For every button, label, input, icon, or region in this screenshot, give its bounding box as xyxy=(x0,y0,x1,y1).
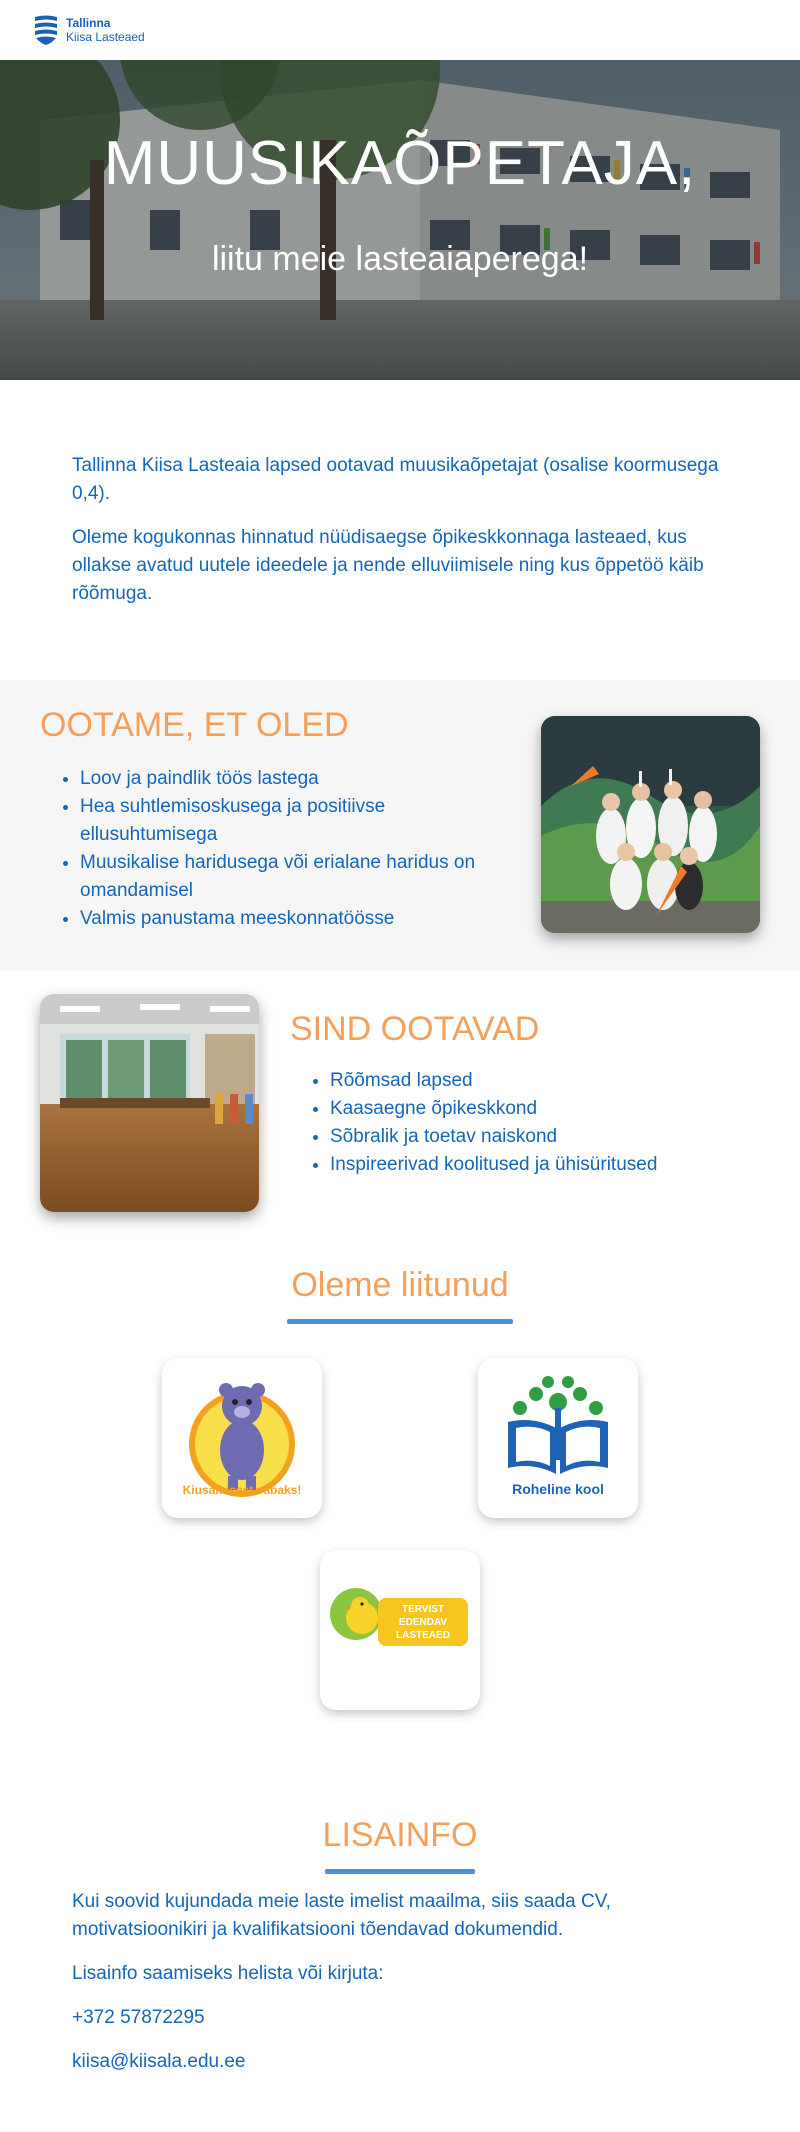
offers-section xyxy=(0,970,800,1240)
partner-badge-3-line-3: LASTEAED xyxy=(396,1630,450,1641)
list-item: • Rõõmsad lapsed xyxy=(330,1067,760,1095)
partner-badge-3-line-1: TERVIST xyxy=(401,1604,445,1615)
hero-overlay xyxy=(0,60,800,380)
intro-section xyxy=(0,380,800,680)
contact-phone[interactable]: +372 57872295 xyxy=(72,2007,205,2028)
lisainfo-section xyxy=(0,1874,800,2132)
partner-card-kiusamisest[interactable] xyxy=(162,1358,322,1518)
logo-line-2: Kiisa Lasteaed xyxy=(66,30,145,44)
offers-list xyxy=(290,1067,760,1179)
logo-line-1: Tallinna xyxy=(66,16,111,30)
team-photo xyxy=(541,716,760,933)
lisainfo-paragraph-2: Lisainfo saamiseks helista või kirjuta: xyxy=(72,1963,384,1984)
bear-logo-icon xyxy=(162,1358,322,1518)
intro-paragraph-1: Tallinna Kiisa Lasteaia lapsed ootavad muusikaõpetajat (osalise koormusega 0,4). xyxy=(72,455,719,504)
lisainfo-paragraph-1: Kui soovid kujundada meie laste imelist maailma, siis saada CV, motivatsioonikiri ja kvalifikatsiooni tõendavad dokumendid. xyxy=(72,1891,611,1940)
list-item: • Sõbralik ja toetav naiskond xyxy=(330,1123,760,1151)
requirements-section xyxy=(0,680,800,970)
hero-subtitle: liitu meie lasteaiaperega! xyxy=(211,240,589,278)
hero-title: MUUSIKAÕPETAJA, xyxy=(103,129,697,198)
partners-title: Oleme liitunud xyxy=(291,1266,509,1304)
list-item: • Muusikalise haridusega või erialane haridus on omandamisel xyxy=(80,849,510,905)
partner-card-tervist-edendav[interactable] xyxy=(320,1550,480,1710)
requirements-list xyxy=(40,765,510,933)
intro-paragraph-2: Oleme kogukonnas hinnatud nüüdisaegse õpikeskkonnaga lasteaed, kus ollakse avatud uutele ideedele ja nende elluviimisele ning kus õppetöö käib rõõmuga. xyxy=(72,527,704,604)
list-item: • Hea suhtlemisoskusega ja positiivse ellusuhtumisega xyxy=(80,793,510,849)
list-item: • Valmis panustama meeskonnatöösse xyxy=(80,905,510,933)
contact-email[interactable]: kiisa@kiisala.edu.ee xyxy=(72,2051,246,2072)
crest-icon xyxy=(34,15,58,45)
green-school-icon xyxy=(478,1358,638,1518)
list-item: • Inspireerivad koolitused ja ühisüritused xyxy=(330,1151,760,1179)
site-logo[interactable] xyxy=(34,15,145,45)
health-promoting-icon xyxy=(320,1550,480,1710)
list-item: • Loov ja paindlik töös lastega xyxy=(80,765,510,793)
partner-card-roheline-kool[interactable] xyxy=(478,1358,638,1518)
list-item: • Kaasaegne õpikeskkond xyxy=(330,1095,760,1123)
partners-header xyxy=(0,1240,800,1324)
site-header xyxy=(0,0,800,60)
partners-section xyxy=(0,1324,800,1784)
logo-text xyxy=(66,16,145,44)
requirements-title: OOTAME, ET OLED xyxy=(40,706,349,744)
hero-banner xyxy=(0,60,800,380)
classroom-photo xyxy=(40,994,259,1212)
partner-badge-3-line-2: EDENDAV xyxy=(398,1617,448,1628)
partner-badge-2-text: Roheline kool xyxy=(512,1481,604,1497)
lisainfo-title: LISAINFO xyxy=(322,1816,478,1854)
offers-title: SIND OOTAVAD xyxy=(290,1010,540,1048)
lisainfo-header xyxy=(0,1784,800,1874)
partner-badge-1-text: Kiusamisest vabaks! xyxy=(182,1483,302,1497)
